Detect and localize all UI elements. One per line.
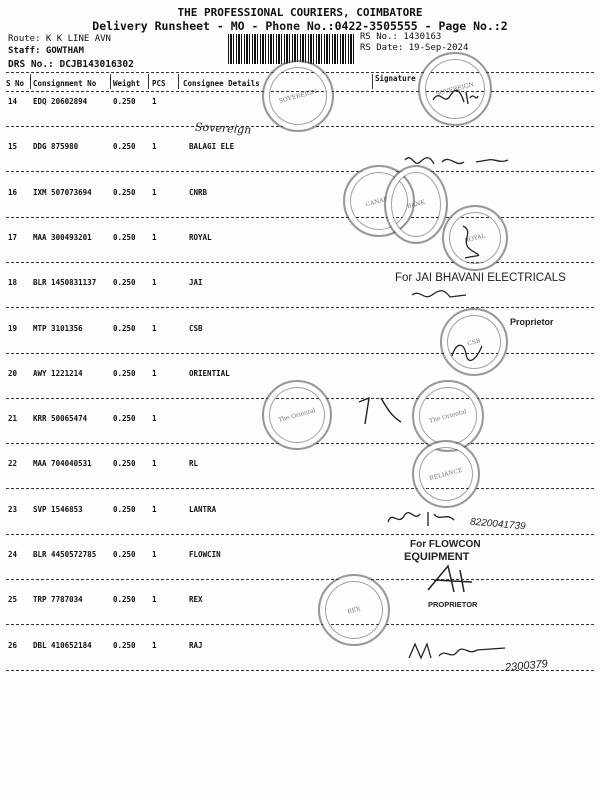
company-title: THE PROFESSIONAL COURIERS, COIMBATORE: [177, 6, 423, 19]
row-pcs: 1: [152, 505, 157, 514]
rs-number: RS No.: 1430163: [360, 32, 442, 42]
row-pcs: 1: [152, 188, 157, 197]
row-consignment-no: DDG 875980: [33, 142, 79, 151]
signature-row-24: [424, 564, 484, 596]
row-consignee: JAI: [189, 278, 203, 287]
col-weight: Weight: [113, 79, 141, 88]
col-divider: [110, 74, 111, 89]
row-pcs: 1: [152, 142, 157, 151]
row-pcs: 1: [152, 414, 157, 423]
row-weight: 0.250: [113, 369, 136, 378]
rex-stamp: REX: [318, 574, 390, 646]
row-consignment-no: SVP 1546853: [33, 505, 83, 514]
flowcon-equipment: EQUIPMENT: [404, 551, 470, 563]
row-pcs: 1: [152, 233, 157, 242]
row-weight: 0.250: [113, 188, 136, 197]
col-divider: [178, 74, 179, 89]
oriental-stamp-2: The Oriental: [412, 380, 484, 452]
signature-row-20: [355, 392, 415, 432]
drs-number: DRS No.: DCJB143016302: [8, 59, 134, 70]
row-separator: [6, 217, 594, 218]
row-consignment-no: MAA 704040531: [33, 459, 92, 468]
proprietor-label: Proprietor: [510, 317, 554, 327]
runsheet-subtitle: Delivery Runsheet - MO - Phone No.:0422-3505555 - Page No.:2: [92, 19, 508, 33]
row-consignment-no: MAA 300493201: [33, 233, 92, 242]
row-sno: 24: [8, 550, 18, 559]
row-consignment-no: BLR 1450831137: [33, 278, 97, 287]
row-consignee: CNRB: [189, 188, 208, 197]
row-weight: 0.250: [113, 595, 136, 604]
row-consignment-no: BLR 4450572785: [33, 550, 97, 559]
col-divider: [148, 74, 149, 89]
signature-row-15: [400, 150, 520, 172]
row-sno: 25: [8, 595, 18, 604]
staff-label: Staff: GOWTHAM: [8, 46, 84, 56]
row-weight: 0.250: [113, 641, 136, 650]
row-consignee: CSB: [189, 324, 203, 333]
reliance-stamp: RELIANCE: [412, 440, 480, 508]
csb-stamp: CSB: [440, 308, 508, 376]
row-consignment-no: AWY 1221214: [33, 369, 83, 378]
row-pcs: 1: [152, 595, 157, 604]
row-consignee: ROYAL: [189, 233, 212, 242]
row-sno: 17: [8, 233, 18, 242]
signature-row-19: [448, 338, 488, 362]
row-sno: 18: [8, 278, 18, 287]
row-consignee: REX: [189, 595, 203, 604]
row-weight: 0.250: [113, 324, 136, 333]
lantra-phone-handwritten: 8220041739: [469, 516, 526, 533]
row-consignee: ORIENTIAL: [189, 369, 230, 378]
col-signature: Signature: [375, 74, 416, 83]
row-weight: 0.250: [113, 414, 136, 423]
row-pcs: 1: [152, 278, 157, 287]
sovereign-stamp-2: SOVEREIGN: [418, 52, 492, 126]
row-weight: 0.250: [113, 97, 136, 106]
row-consignee: LANTRA: [189, 505, 217, 514]
row-weight: 0.250: [113, 550, 136, 559]
col-consignee: Consignee Details: [183, 79, 260, 88]
row-sno: 22: [8, 459, 18, 468]
royal-stamp: ROYAL: [442, 205, 508, 271]
bank-stamp-2: BANK: [384, 165, 448, 244]
signature-row-23: [384, 506, 464, 530]
row-sno: 19: [8, 324, 18, 333]
row-pcs: 1: [152, 97, 157, 106]
row-separator: [6, 488, 594, 489]
rs-date: RS Date: 19-Sep-2024: [360, 43, 469, 53]
row-pcs: 1: [152, 459, 157, 468]
row-consignee: RL: [189, 459, 199, 468]
row-separator: [6, 262, 594, 263]
row-consignee: RAJ: [189, 641, 203, 650]
row-sno: 23: [8, 505, 18, 514]
jai-bhavani-stamp-text: For JAI BHAVANI ELECTRICALS: [395, 272, 566, 284]
row-consignment-no: KRR 50065474: [33, 414, 88, 423]
row-consignment-no: IXM 507073694: [33, 188, 92, 197]
row-sno: 16: [8, 188, 18, 197]
row-sno: 15: [8, 142, 18, 151]
row-consignee: BALAGI ELE: [189, 142, 235, 151]
row-separator: [6, 307, 594, 308]
row-consignment-no: MTP 3101356: [33, 324, 83, 333]
row-weight: 0.250: [113, 459, 136, 468]
row-weight: 0.250: [113, 142, 136, 151]
row-consignment-no: DBL 410652184: [33, 641, 92, 650]
flowcon-for: For FLOWCON: [410, 539, 481, 550]
oriental-stamp: The Oriental: [262, 380, 332, 450]
row-consignee: FLOWCIN: [189, 550, 221, 559]
row-separator: [6, 624, 594, 625]
row-separator: [6, 534, 594, 535]
signature-row-18: [410, 287, 470, 303]
row-sno: 26: [8, 641, 18, 650]
barcode: [228, 34, 354, 64]
row-sno: 20: [8, 369, 18, 378]
row-pcs: 1: [152, 550, 157, 559]
col-sno: S No: [6, 79, 25, 88]
row-sno: 14: [8, 97, 18, 106]
row-pcs: 1: [152, 641, 157, 650]
row-weight: 0.250: [113, 278, 136, 287]
row-weight: 0.250: [113, 505, 136, 514]
row-pcs: 1: [152, 324, 157, 333]
col-divider: [372, 74, 373, 89]
signature-row-14: [430, 86, 480, 108]
row-pcs: 1: [152, 369, 157, 378]
flowcon-proprietor: PROPRIETOR: [428, 600, 478, 609]
raj-number-handwritten: 2300379: [504, 658, 549, 674]
row-sno: 21: [8, 414, 18, 423]
row-weight: 0.250: [113, 233, 136, 242]
row-consignment-no: EDQ 20602894: [33, 97, 88, 106]
signature-row-26: [405, 640, 525, 664]
row-consignment-no: TRP 7787034: [33, 595, 83, 604]
col-consignment: Consignment No: [33, 79, 97, 88]
col-divider: [30, 74, 31, 89]
sovereign-stamp: SOVEREIGN: [262, 60, 334, 132]
sovereign-handwritten: Sovereign: [194, 120, 252, 137]
route-label: Route: K K LINE AVN: [8, 34, 111, 44]
signature-row-17: [455, 222, 485, 262]
row-separator: [6, 579, 594, 580]
col-pcs: PCS: [152, 79, 166, 88]
bank-stamp: CANARA: [343, 165, 415, 237]
